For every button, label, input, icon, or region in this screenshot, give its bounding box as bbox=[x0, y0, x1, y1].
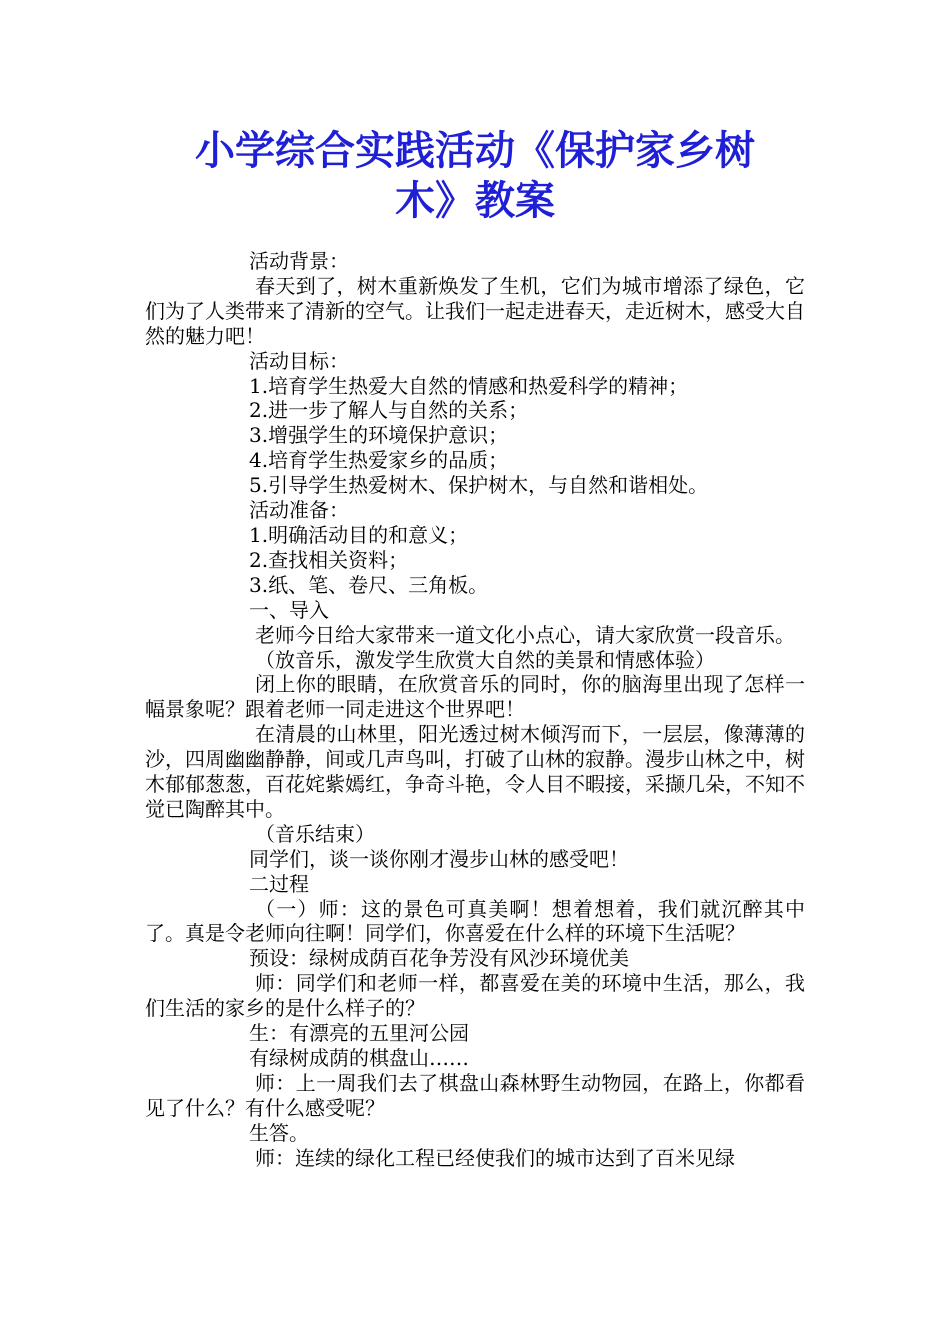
paragraph-presupposition: 预设：绿树成荫百花争芳没有风沙环境优美 bbox=[249, 946, 629, 971]
preparation-item-3: 3.纸、笔、卷尺、三角板。 bbox=[249, 572, 489, 597]
paragraph-background: 春天到了，树木重新焕发了生机，它们为城市增添了绿色，它们为了人类带来了清新的空气。让我们一起走进春天，走近树木，感受大自然的魅力吧！ bbox=[145, 273, 805, 348]
paragraph-student-answer-park: 生：有漂亮的五里河公园 bbox=[249, 1021, 469, 1046]
objective-item-4: 4.培育学生热爱家乡的品质； bbox=[249, 448, 509, 473]
objective-item-3: 3.增强学生的环境保护意识； bbox=[249, 423, 509, 448]
paragraph-discuss-feelings: 同学们，谈一谈你刚才漫步山林的感受吧！ bbox=[249, 846, 629, 871]
paragraph-process-one: （一）师：这的景色可真美啊！想着想着，我们就沉醉其中了。真是令老师向往啊！同学们，你喜爱在什么样的环境下生活呢？ bbox=[145, 896, 805, 946]
paragraph-forest-scene: 在清晨的山林里，阳光透过树木倾泻而下，一层层，像薄薄的沙，四周幽幽静静，间或几声鸟叫，打破了山林的寂静。漫步山林之中，树木郁郁葱葱，百花姹紫嫣红，争奇斗艳，令人目不暇接，采撷几朵，不知不觉已陶醉其中。 bbox=[145, 722, 805, 821]
paragraph-close-eyes: 闭上你的眼睛，在欣赏音乐的同时，你的脑海里出现了怎样一幅景象呢？跟着老师一同走进这个世界吧！ bbox=[145, 672, 805, 722]
objective-item-2: 2.进一步了解人与自然的关系； bbox=[249, 398, 529, 423]
document-body bbox=[145, 249, 805, 1171]
title-line-2: 木》教案 bbox=[395, 177, 555, 224]
objective-item-1: 1.培育学生热爱大自然的情感和热爱科学的精神； bbox=[249, 373, 689, 398]
stage-direction-music-ends: （音乐结束） bbox=[255, 821, 375, 846]
paragraph-student-responds: 生答。 bbox=[249, 1120, 309, 1145]
title-line-1: 小学综合实践活动《保护家乡树 bbox=[195, 127, 755, 174]
objective-item-5: 5.引导学生热爱树木、保护树木，与自然和谐相处。 bbox=[249, 473, 709, 498]
preparation-item-1: 1.明确活动目的和意义； bbox=[249, 522, 469, 547]
paragraph-intro-music: 老师今日给大家带来一道文化小点心，请大家欣赏一段音乐。 bbox=[255, 622, 795, 647]
paragraph-teacher-question: 师：同学们和老师一样，都喜爱在美的环境中生活，那么，我们生活的家乡的是什么样子的？ bbox=[145, 971, 805, 1021]
document-title bbox=[145, 126, 805, 226]
section-heading-background: 活动背景： bbox=[249, 249, 349, 273]
paragraph-teacher-zoo: 师：上一周我们去了棋盘山森林野生动物园，在路上，你都看见了什么？有什么感受呢？ bbox=[145, 1070, 805, 1120]
preparation-item-2: 2.查找相关资料； bbox=[249, 547, 409, 572]
stage-direction-play-music: （放音乐，激发学生欣赏大自然的美景和情感体验） bbox=[255, 647, 715, 672]
section-heading-preparation: 活动准备： bbox=[249, 498, 349, 523]
paragraph-teacher-greening: 师：连续的绿化工程已经使我们的城市达到了百米见绿 bbox=[255, 1145, 735, 1170]
section-heading-introduction: 一、导入 bbox=[249, 597, 329, 622]
section-heading-process: 二过程 bbox=[249, 871, 309, 896]
paragraph-student-answer-mountain: 有绿树成荫的棋盘山…… bbox=[249, 1046, 469, 1070]
section-heading-objectives: 活动目标： bbox=[249, 348, 349, 373]
